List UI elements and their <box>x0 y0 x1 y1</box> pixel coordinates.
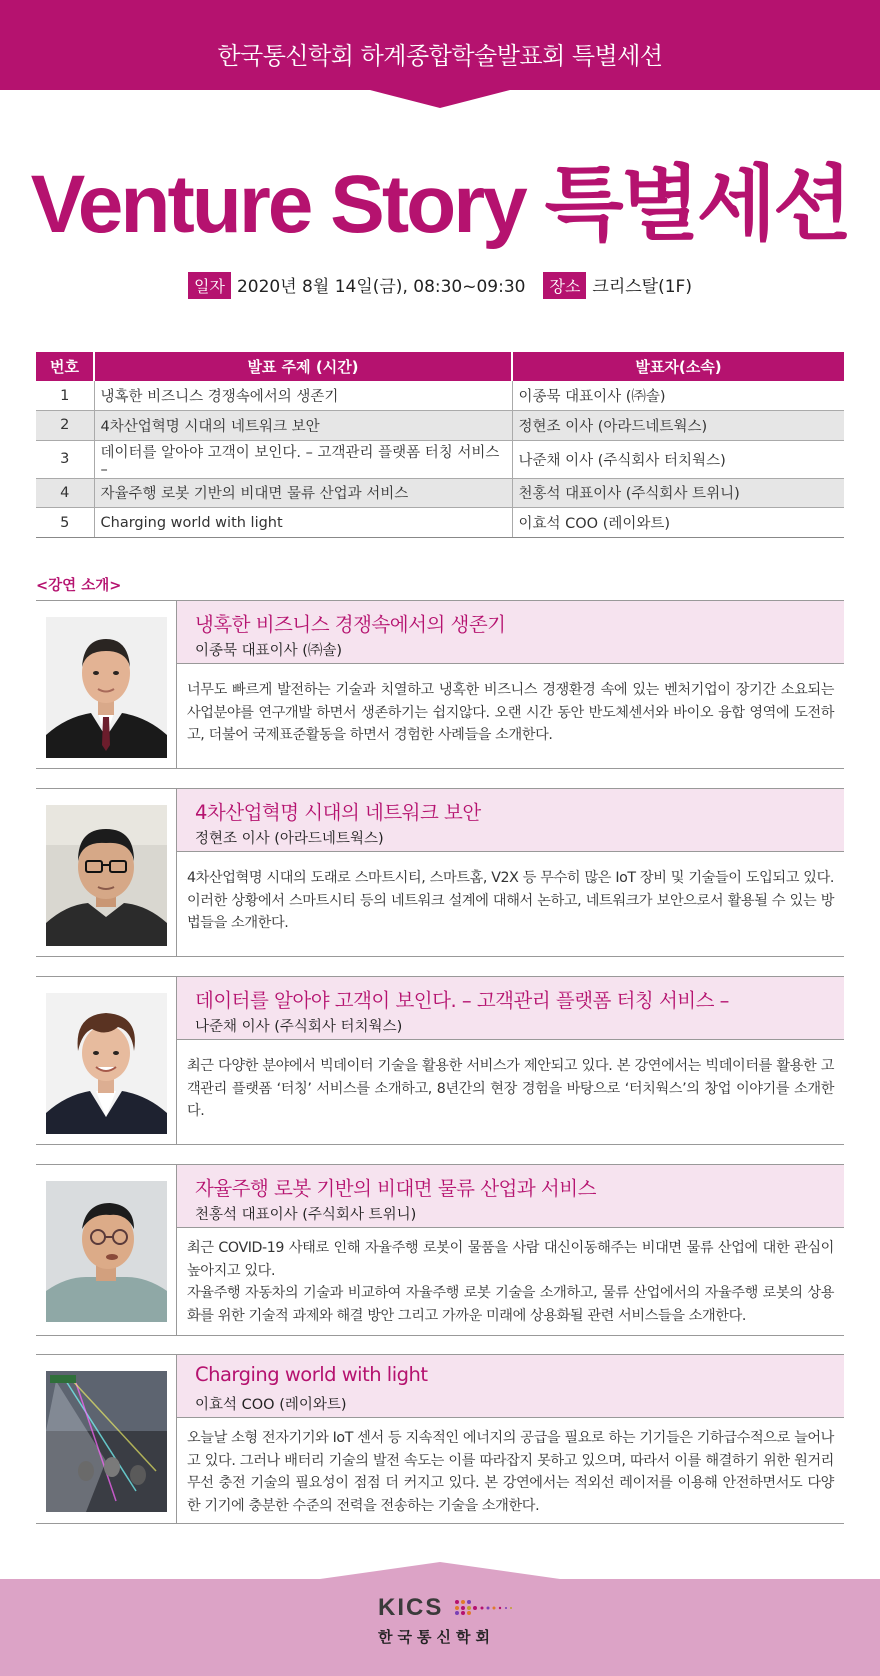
table-header-row <box>36 352 844 381</box>
row-number: 2 <box>36 411 94 441</box>
row-speaker: 천홍석 대표이사 (주식회사 트위니) <box>512 478 844 508</box>
row-speaker: 나준채 이사 (주식회사 터치웍스) <box>512 440 844 478</box>
row-number: 3 <box>36 440 94 478</box>
talk-card <box>36 1354 844 1524</box>
talk-speaker: 이종묵 대표이사 (㈜솔) <box>195 643 343 659</box>
row-topic: Charging world with light <box>94 508 512 538</box>
talk-title: 4차산업혁명 시대의 네트워크 보안 <box>195 801 481 824</box>
top-banner <box>0 0 880 90</box>
header-speaker: 발표자(소속) <box>512 352 844 381</box>
speaker-photo <box>46 617 167 758</box>
talk-header <box>177 601 844 664</box>
row-speaker: 이효석 COO (레이와트) <box>512 508 844 538</box>
talk-speaker: 이효석 COO (레이와트) <box>195 1397 347 1413</box>
talk-speaker: 나준채 이사 (주식회사 터치웍스) <box>195 1019 403 1035</box>
talk-description <box>187 1237 834 1327</box>
row-topic: 냉혹한 비즈니스 경쟁속에서의 생존기 <box>94 381 512 411</box>
talk-header <box>177 1165 844 1228</box>
org-name: 한국통신학회 <box>378 1628 495 1646</box>
speaker-photo <box>46 1371 167 1512</box>
talk-title: 냉혹한 비즈니스 경쟁속에서의 생존기 <box>195 613 506 636</box>
table-row <box>36 440 844 478</box>
talk-description: 너무도 빠르게 발전하는 기술과 치열하고 냉혹한 비즈니스 경쟁환경 속에 있는 벤처기업이 장기간 소요되는 사업분야를 연구개발 하면서 생존하기는 쉽지않다. 오랜 시간 동안 반도체센서와 바이오 융합 영역에 도전하고, 더불어 국제표준활동을 하면서 경험한 사례들을 소개한다. <box>187 682 834 743</box>
event-place: 크리스탈(1F) <box>592 277 692 297</box>
page-title: Venture Story 특별세션 <box>30 159 850 250</box>
talk-speaker: 천홍석 대표이사 (주식회사 트위니) <box>195 1207 417 1223</box>
section-label: <강연 소개> <box>36 578 122 594</box>
talk-description-paragraph: 자율주행 자동차의 기술과 비교하여 자율주행 로봇 기술을 소개하고, 물류 산업에서의 자율주행 로봇의 상용화를 위한 기술적 과제와 해결 방안 그리고 가까운 미래에 상용화될 관련 서비스들을 소개한다. <box>187 1285 834 1324</box>
talk-description: 4차산업혁명 시대의 도래로 스마트시티, 스마트홈, V2X 등 무수히 많은 IoT 장비 및 기술들이 도입되고 있다. 이러한 상황에서 스마트시티 등의 네트워크 설계에 대해서 논하고, 네트워크가 보안으로서 활용될 수 있는 방법들을 소개한다. <box>187 870 834 931</box>
table-row <box>36 381 844 411</box>
event-info <box>0 272 880 299</box>
row-topic: 자율주행 로봇 기반의 비대면 물류 산업과 서비스 <box>94 478 512 508</box>
table-row <box>36 411 844 441</box>
row-topic: 데이터를 알아야 고객이 보인다. – 고객관리 플랫폼 터칭 서비스 – <box>94 440 512 478</box>
talk-title: 자율주행 로봇 기반의 비대면 물류 산업과 서비스 <box>195 1177 596 1200</box>
talk-title: Charging world with light <box>195 1363 428 1386</box>
row-speaker: 정현조 이사 (아라드네트웍스) <box>512 411 844 441</box>
talk-card <box>36 788 844 957</box>
place-tag: 장소 <box>543 272 586 299</box>
row-number: 1 <box>36 381 94 411</box>
table-row <box>36 508 844 538</box>
row-number: 4 <box>36 478 94 508</box>
row-speaker: 이종묵 대표이사 (㈜솔) <box>512 381 844 411</box>
header-number: 번호 <box>36 352 94 381</box>
logo-dots-icon <box>454 1599 514 1615</box>
talk-card <box>36 600 844 769</box>
talk-header <box>177 977 844 1040</box>
speaker-photo <box>46 805 167 946</box>
table-row <box>36 478 844 508</box>
talk-title: 데이터를 알아야 고객이 보인다. – 고객관리 플랫폼 터칭 서비스 – <box>195 989 729 1012</box>
date-tag: 일자 <box>188 272 231 299</box>
row-topic: 4차산업혁명 시대의 네트워크 보안 <box>94 411 512 441</box>
talk-description-paragraph: 최근 COVID-19 사태로 인해 자율주행 로봇이 물품을 사람 대신이동해주는 비대면 물류 산업에 대한 관심이 높아지고 있다. <box>187 1240 834 1279</box>
talk-card <box>36 976 844 1145</box>
talk-card <box>36 1164 844 1336</box>
speaker-photo <box>46 993 167 1134</box>
kics-logo <box>378 1594 518 1654</box>
talk-description: 오늘날 소형 전자기기와 IoT 센서 등 지속적인 에너지의 공급을 필요로 하는 기기들은 기하급수적으로 늘어나고 있다. 그러나 배터리 기술의 발전 속도는 이를 따라잡지 못하고 있으며, 따라서 이를 해결하기 위한 원거리 무선 충전 기술의 필요성이 점점 더 커지고 있다. 본 강연에서는 적외선 레이저를 이용해 안전하면서도 다양한 기기에 충분한 수준의 전력을 전송하는 기술을 소개한다. <box>187 1430 834 1514</box>
speaker-photo <box>46 1181 167 1322</box>
logo-text: KICS <box>378 1594 444 1621</box>
program-table <box>36 352 844 538</box>
talk-description: 최근 다양한 분야에서 빅데이터 기술을 활용한 서비스가 제안되고 있다. 본 강연에서는 빅데이터를 활용한 고객관리 플랫폼 ‘터칭’ 서비스를 소개하고, 8년간의 현장 경험을 바탕으로 ‘터치웍스’의 창업 이야기를 소개한다. <box>187 1058 834 1119</box>
talk-header <box>177 1355 844 1418</box>
event-date: 2020년 8월 14일(금), 08:30~09:30 <box>236 277 526 297</box>
banner-notch <box>370 90 510 108</box>
talk-speaker: 정현조 이사 (아라드네트웍스) <box>195 831 384 847</box>
talk-header <box>177 789 844 852</box>
header-topic: 발표 주제 (시간) <box>94 352 512 381</box>
banner-text: 한국통신학회 하계종합학술발표회 특별세션 <box>217 42 663 70</box>
row-number: 5 <box>36 508 94 538</box>
